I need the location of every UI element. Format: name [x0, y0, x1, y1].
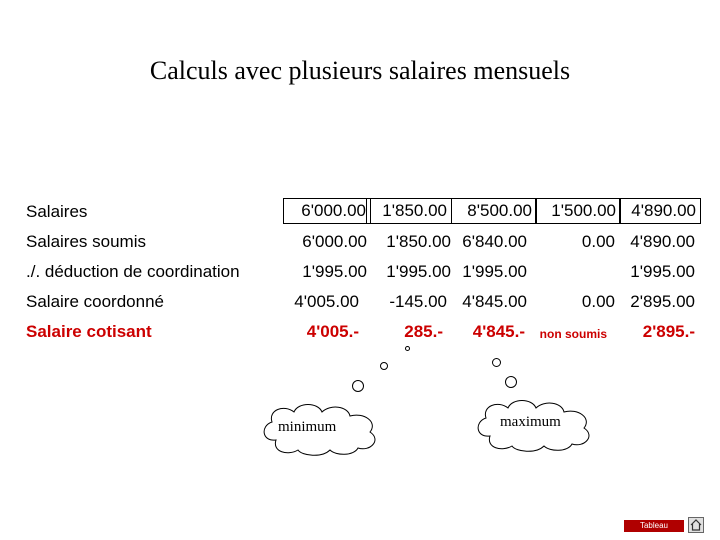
row-label-deduction: ./. déduction de coordination — [26, 262, 240, 281]
cell-cotisant-5: 2'895.- — [642, 322, 695, 341]
cell-cotisant-4: non soumis — [539, 327, 607, 341]
cell-cotisant-3: 4'845.- — [472, 322, 525, 341]
row-label-salaires: Salaires — [26, 202, 88, 221]
cell-soumis-4: 0.00 — [581, 232, 615, 251]
cell-deduction-5: 1'995.00 — [630, 262, 695, 281]
cell-coordonne-3: 4'845.00 — [462, 292, 527, 311]
cell-salaires-3: 8'500.00 — [451, 198, 537, 224]
tableau-button[interactable]: Tableau — [624, 520, 684, 532]
cell-soumis-5: 4'890.00 — [630, 232, 695, 251]
cell-deduction-3: 1'995.00 — [462, 262, 527, 281]
thought-dot-large-left — [352, 380, 364, 392]
cell-soumis-1: 6'000.00 — [302, 232, 367, 251]
row-label-coordonne: Salaire coordonné — [26, 292, 164, 311]
thought-dot-tiny — [405, 346, 410, 351]
thought-dot-large-right — [505, 376, 517, 388]
cell-cotisant-2: 285.- — [404, 322, 443, 341]
cell-coordonne-5: 2'895.00 — [630, 292, 695, 311]
cell-deduction-1: 1'995.00 — [302, 262, 367, 281]
cell-coordonne-2: -145.00 — [389, 292, 447, 311]
home-icon[interactable] — [688, 517, 704, 533]
row-label-cotisant: Salaire cotisant — [26, 322, 152, 341]
cell-deduction-2: 1'995.00 — [386, 262, 451, 281]
cell-salaires-4: 1'500.00 — [535, 198, 621, 224]
thought-dot-small-right — [492, 358, 501, 367]
cell-coordonne-1: 4'005.00 — [294, 292, 359, 311]
row-label-salaires-soumis: Salaires soumis — [26, 232, 146, 251]
cloud-maximum-label: maximum — [500, 414, 561, 430]
cell-coordonne-4: 0.00 — [581, 292, 615, 311]
page-title: Calculs avec plusieurs salaires mensuels — [149, 56, 571, 85]
cloud-minimum-label: minimum — [278, 419, 337, 435]
cell-salaires-2: 1'850.00 — [366, 198, 452, 224]
cell-salaires-5: 4'890.00 — [619, 198, 701, 224]
cell-soumis-2: 1'850.00 — [386, 232, 451, 251]
cell-cotisant-1: 4'005.- — [306, 322, 359, 341]
cell-soumis-3: 6'840.00 — [462, 232, 527, 251]
cell-salaires-1: 6'000.00 — [283, 198, 371, 224]
thought-dot-small-left — [380, 362, 388, 370]
